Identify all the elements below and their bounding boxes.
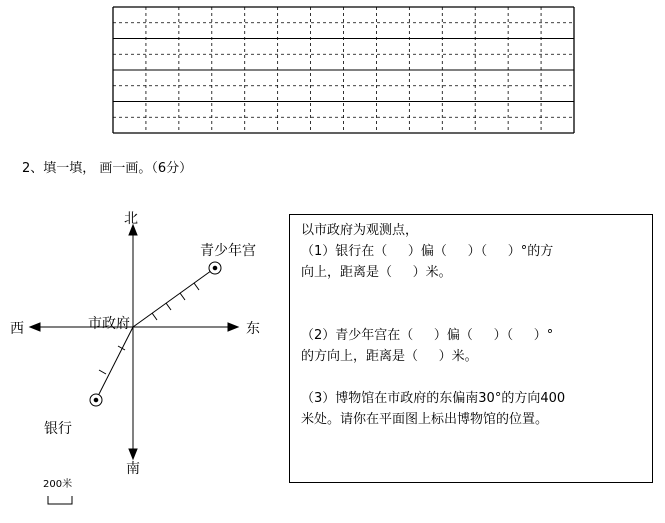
q2-line2: 的方向上，距离是（ ）米。: [301, 349, 478, 364]
scale-label: 200米: [43, 479, 73, 490]
east-arrow-icon: [228, 323, 238, 331]
center-label: 市政府: [88, 316, 130, 332]
scale-bar: [48, 496, 72, 504]
north-label: 北: [124, 211, 138, 227]
question-box: [289, 214, 653, 483]
intro-text: 以市政府为观测点，: [301, 223, 419, 238]
scale-tick: [152, 313, 157, 320]
south-label: 南: [126, 461, 140, 477]
q3-line2: 米处。请你在平面图上标出博物馆的位置。: [301, 412, 549, 427]
question-title: 2、填一填， 画一画。（6分）: [22, 161, 193, 176]
bank-label: 银行: [44, 421, 72, 437]
palace-segment: [133, 268, 215, 327]
q1-line2: 向上，距离是（ ）米。: [301, 265, 452, 280]
bank-segment: [96, 327, 133, 400]
q1-line1: （1）银行在（ ）偏（ ）（ ）°的方: [301, 244, 554, 259]
q3-line1: （3）博物馆在市政府的东偏南30°的方向400: [301, 391, 566, 406]
south-arrow-icon: [129, 449, 137, 459]
scale-tick: [99, 370, 106, 374]
scale-tick: [166, 303, 171, 310]
west-label: 西: [10, 321, 24, 337]
scale-tick: [180, 293, 185, 300]
direction-diagram: [0, 195, 285, 523]
youth-palace-label: 青少年宫: [200, 243, 256, 259]
east-label: 东: [246, 321, 260, 337]
west-arrow-icon: [30, 323, 40, 331]
writing-grid: [0, 0, 665, 140]
scale-tick: [194, 283, 199, 290]
q2-line1: （2）青少年宫在（ ）偏（ ）（ ）°: [301, 328, 554, 343]
